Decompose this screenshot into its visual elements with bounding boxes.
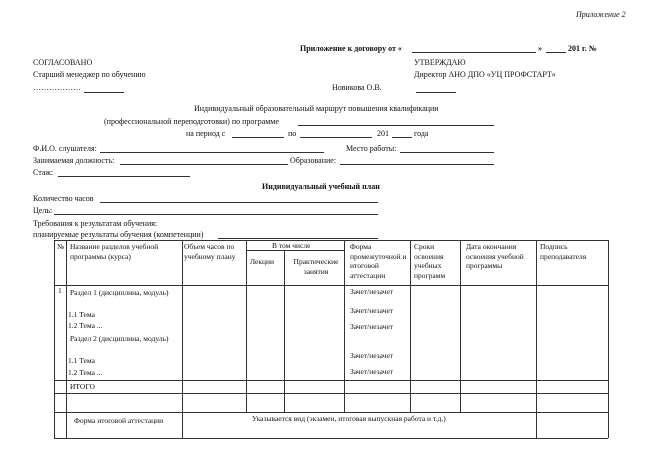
section-row-2: Раздел 2 (дисциплина, модуль) (70, 334, 169, 343)
period-year-line (392, 137, 412, 138)
header-end-date: Дата окончания освоения учебной программы (466, 242, 524, 270)
hours-label: Количество часов (33, 194, 94, 203)
approved-right-title: УТВЕРЖДАЮ (414, 58, 466, 67)
hours-line (100, 202, 378, 203)
section-row-1: Раздел 1 (дисциплина, модуль) (70, 288, 169, 297)
education-label: Образование: (290, 156, 337, 165)
header-num: № (57, 242, 65, 251)
approved-left-dots: ……………… (33, 83, 81, 92)
approved-left-sign-line (84, 92, 124, 93)
header-volume: Объем часов по учебному плану (184, 242, 236, 261)
header-terms: Сроки освоения учебных программ (414, 242, 446, 280)
route-line1: Индивидуальный образовательный маршрут повышения квалификации (194, 104, 439, 113)
contract-date-line (412, 52, 536, 53)
total-label: ИТОГО (70, 382, 95, 391)
approved-right-sign-line (416, 92, 456, 93)
program-line (298, 125, 494, 126)
period-year: 201 (377, 129, 389, 138)
topic-row-2-1: 1.1 Тема (68, 356, 95, 365)
goal-label: Цель: (33, 206, 53, 215)
header-practice: Практические занятия (293, 257, 339, 276)
form-cell-3: Зачет/незачет (350, 322, 394, 331)
contract-suffix: 201 г. № (568, 44, 597, 53)
form-cell-2: Зачет/незачет (350, 306, 394, 315)
period-suffix: года (414, 129, 429, 138)
header-section: Название разделов учебной программы (курса) (70, 242, 159, 261)
approved-right-role: Директор АНО ДПО «УЦ ПРОФСТАРТ» (414, 70, 556, 79)
header-signature: Подпись преподавателя (540, 242, 587, 261)
header-form: Форма промежуточной и итоговой аттестации (350, 242, 407, 280)
period-from-line (232, 137, 284, 138)
appendix-label: Приложение 2 (576, 10, 626, 19)
final-form-label: Форма итоговой аттестации (74, 416, 164, 425)
period-label: на период с (186, 129, 226, 138)
period-to-label: по (288, 129, 297, 138)
row-num: 1 (58, 286, 62, 295)
form-cell-5: Зачет/незачет (350, 367, 394, 376)
approved-left-title: СОГЛАСОВАНО (33, 58, 93, 67)
topic-row-2-2: 1.2 Тема ... (68, 368, 103, 377)
planned-line (218, 238, 378, 239)
plan-title: Индивидуальный учебный план (262, 182, 380, 191)
period-to-line (300, 137, 372, 138)
topic-row-1-1: 1.1 Тема (68, 310, 95, 319)
experience-label: Стаж: (33, 168, 54, 177)
workplace-label: Место работы: (346, 144, 397, 153)
education-line (340, 164, 494, 165)
experience-line (58, 176, 190, 177)
approved-left-role: Старший менеджер по обучению (33, 70, 146, 79)
header-including: В том числе (272, 241, 311, 250)
approved-left-name: Новикова О.В. (332, 83, 382, 92)
contract-prefix: Приложение к договору от « (300, 44, 402, 53)
goal-line (54, 214, 378, 215)
position-line (120, 164, 288, 165)
position-label: Занимаемая должность: (33, 156, 115, 165)
route-line2: (профессиональной переподготовки) по программе (104, 117, 279, 126)
final-form-value: Указывается вид (экзамен, итоговая выпускная работа и т.д.) (252, 414, 446, 423)
contract-mid: » (538, 44, 542, 53)
contract-year-line (546, 52, 566, 53)
workplace-line (400, 152, 494, 153)
form-cell-1: Зачет/незачет (350, 287, 394, 296)
requirements-label: Требования к результатам обучения: (33, 219, 158, 228)
fio-line (100, 152, 324, 153)
fio-label: Ф.И.О. слушателя: (33, 144, 97, 153)
planned-label: планируемые результаты обучения (компетенции) (33, 230, 204, 239)
header-lectures: Лекции (250, 257, 275, 266)
form-cell-4: Зачет/незачет (350, 351, 394, 360)
topic-row-1-2: 1.2 Тема ... (68, 321, 103, 330)
